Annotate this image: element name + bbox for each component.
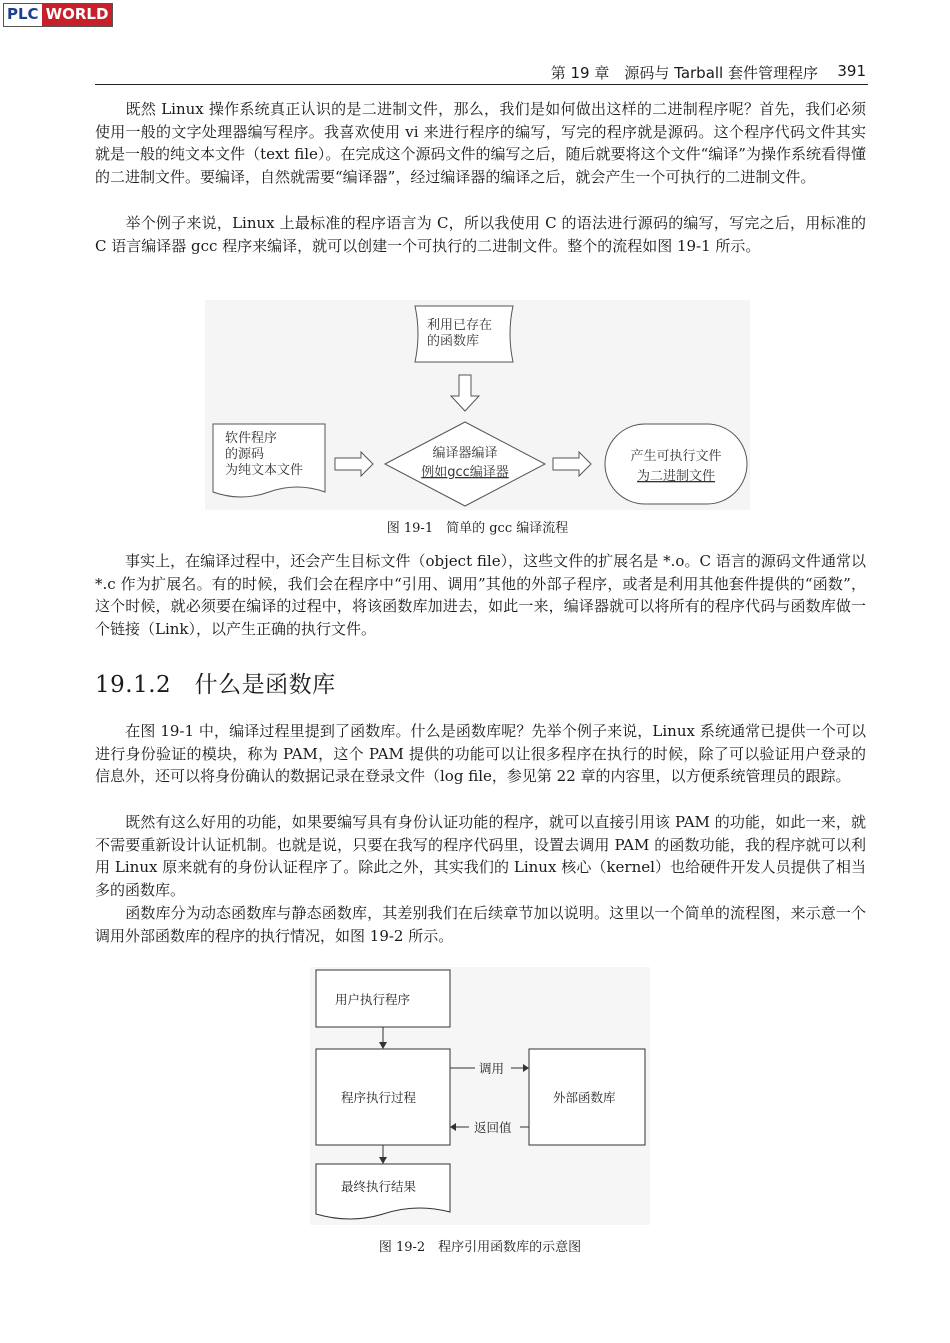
output-text-2: 为二进制文件 xyxy=(636,469,716,484)
source-text-2: 的源码 xyxy=(225,447,265,462)
logo-plc: PLC xyxy=(4,4,42,26)
compiler-text-2: 例如gcc编译器 xyxy=(421,465,509,480)
return-label: 返回值 xyxy=(474,1120,512,1135)
paragraph-5: 既然有这么好用的功能，如果要编写具有身份认证功能的程序，就可以直接引用该 PAM 的功能，如此一来，就不需要重新设计认证机制。也就是说，只要在我写的程序代码里，设置去调用 PAM 的函数功能，我的程序就可以利用 Linux 原来就有的身份认证程序了。除此之外，其实我们的 Linux 核心（kernel）也给硬件开发人员提供了相当多的函数库。 xyxy=(95,813,866,900)
call-label: 调用 xyxy=(479,1061,505,1076)
output-text-1: 产生可执行文件 xyxy=(630,449,722,464)
page-number: 391 xyxy=(837,62,866,80)
paragraph-1: 既然 Linux 操作系统真正认识的是二进制文件，那么，我们是如何做出这样的二进制程序呢？首先，我们必须使用一般的文字处理器编写程序。我喜欢使用 vi 来进行程序的编写，写完的程序就是源码。这个程序代码文件其实就是一般的纯文本文件（text file）。在完成这个源码文件的编写之后，随后就要将这个文件“编译”为操作系统看得懂的二进制文件。要编译，自然就需要“编译器”，经过编译器的编译之后，就会产生一个可执行的二进制文件。 xyxy=(95,100,866,187)
result-text: 最终执行结果 xyxy=(341,1179,417,1194)
paragraph-4: 在图 19-1 中，编译过程里提到了函数库。什么是函数库呢？先举个例子来说，Linux 系统通常已提供一个可以进行身份验证的模块，称为 PAM，这个 PAM 提供的功能可以让很多程序在执行的时候，除了可以验证用户登录的信息外，还可以将身份确认的数据记录在登录文件（log file，参见第 22 章的内容里，以方便系统管理员的跟踪。 xyxy=(95,722,866,786)
source-text-1: 软件程序 xyxy=(225,431,278,446)
chapter-title: 第 19 章 源码与 Tarball 套件管理程序 xyxy=(550,64,818,82)
section-heading: 19.1.2 什么是函数库 xyxy=(95,672,336,698)
figure-19-1 xyxy=(205,300,750,510)
plcworld-logo xyxy=(3,3,113,27)
figure-2-caption: 图 19-2 程序引用函数库的示意图 xyxy=(378,1240,582,1255)
figure-1-caption: 图 19-1 简单的 gcc 编译流程 xyxy=(386,521,569,536)
process-text: 程序执行过程 xyxy=(341,1090,417,1105)
figure-19-2 xyxy=(310,967,650,1227)
library-text-2: 的函数库 xyxy=(427,334,480,349)
paragraph-6: 函数库分为动态函数库与静态函数库，其差别我们在后续章节加以说明。这里以一个简单的流程图，来示意一个调用外部函数库的程序的执行情况，如图 19-2 所示。 xyxy=(95,904,866,945)
external-lib-text: 外部函数库 xyxy=(553,1090,616,1105)
user-run-text: 用户执行程序 xyxy=(335,992,411,1007)
output-shape xyxy=(605,424,747,504)
logo-world: WORLD xyxy=(42,4,113,26)
paragraph-3: 事实上，在编译过程中，还会产生目标文件（object file），这些文件的扩展名是 *.o。C 语言的源码文件通常以 *.c 作为扩展名。有的时候，我们会在程序中“引用、调用”其他的外部子程序，或者是利用其他套件提供的“函数”，这个时候，就必须要在编译的过程中，将该函数库加进去，如此一来，编译器就可以将所有的程序代码与函数库做一个链接（Link），以产生正确的执行文件。 xyxy=(95,552,866,639)
running-header xyxy=(95,62,868,85)
paragraph-2: 举个例子来说，Linux 上最标准的程序语言为 C，所以我使用 C 的语法进行源码的编写，写完之后，用标准的 C 语言编译器 gcc 程序来编译，就可以创建一个可执行的二进制文件。整个的流程如图 19-1 所示。 xyxy=(95,214,866,255)
source-text-3: 为纯文本文件 xyxy=(225,463,304,478)
compiler-text-1: 编译器编译 xyxy=(432,446,498,461)
library-text-1: 利用已存在 xyxy=(427,318,493,333)
